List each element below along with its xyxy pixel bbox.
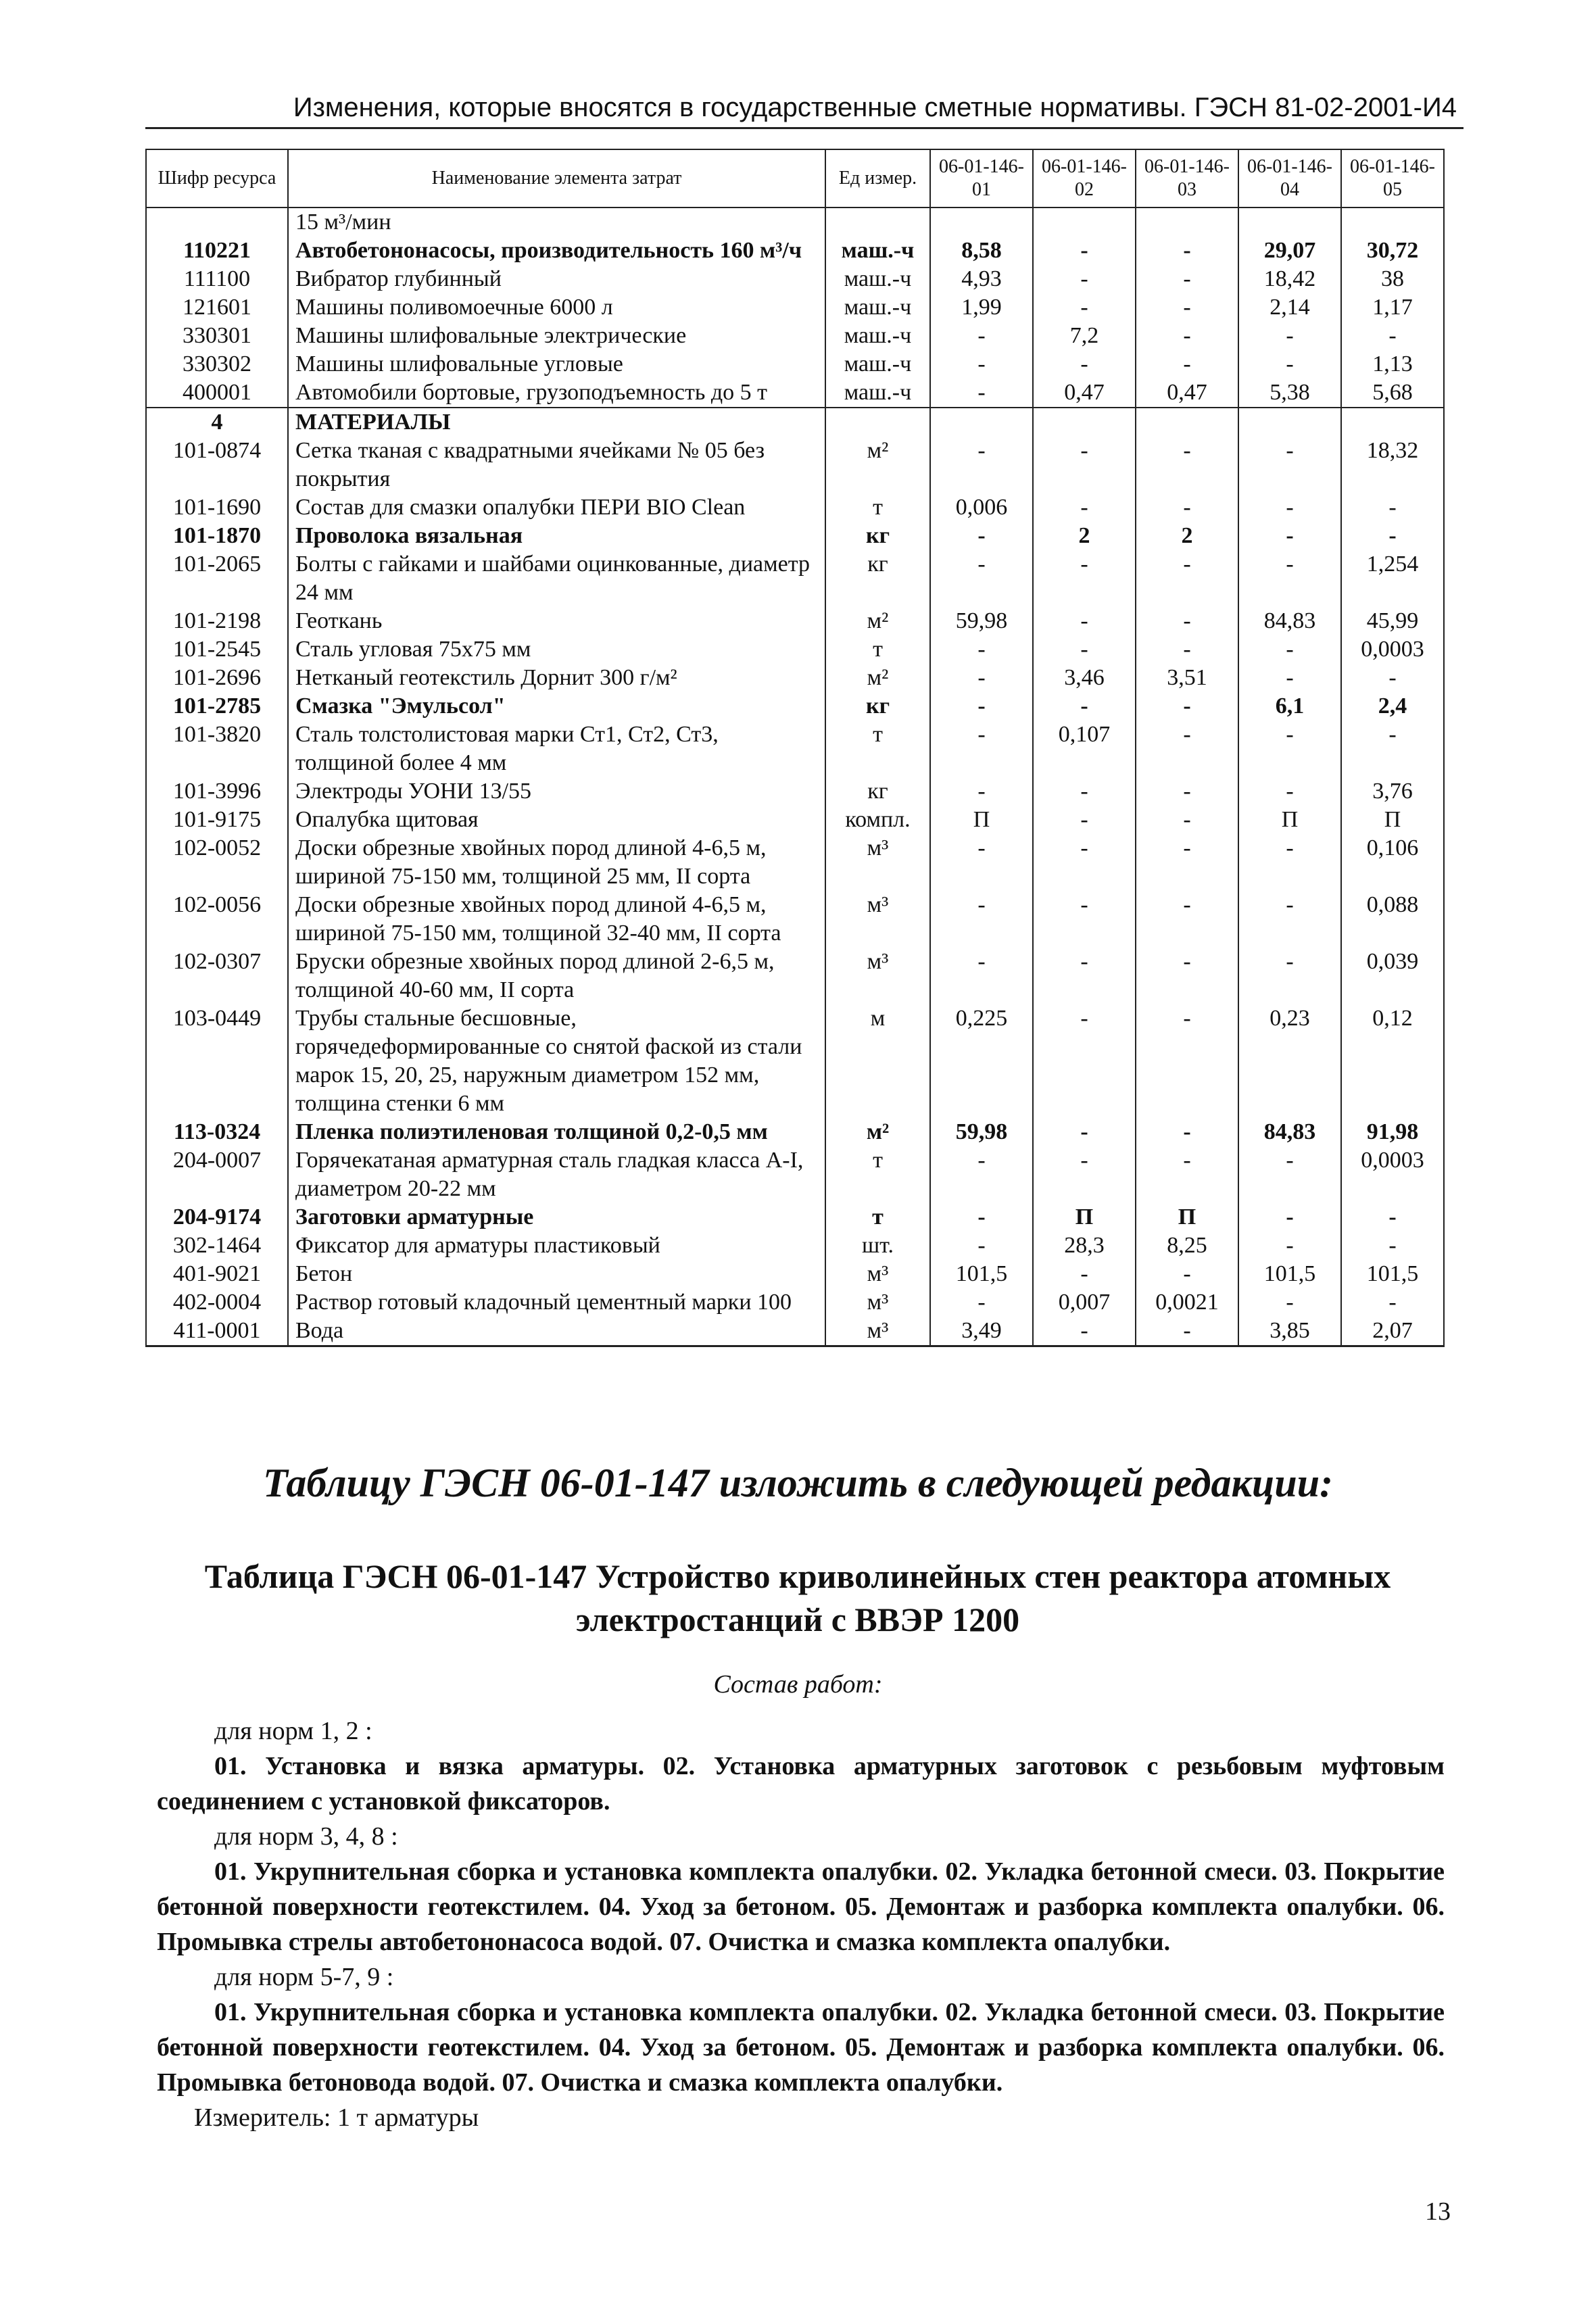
norm-value-cell: 2 bbox=[1033, 522, 1136, 550]
resource-name: Сталь угловая 75х75 мм bbox=[288, 635, 825, 664]
resource-unit: м³ bbox=[825, 1260, 930, 1288]
norm-value-cell: 38 bbox=[1341, 265, 1444, 293]
table-row bbox=[146, 664, 1444, 692]
norm-value-cell: 101,5 bbox=[1341, 1260, 1444, 1288]
norm-value-cell: - bbox=[1033, 948, 1136, 1004]
norm-value-cell: 0,47 bbox=[1033, 379, 1136, 408]
page-number: 13 bbox=[1425, 2197, 1451, 2226]
table-body bbox=[146, 208, 1444, 1346]
norm-value-cell: - bbox=[1238, 1146, 1341, 1203]
resource-unit: маш.-ч bbox=[825, 322, 930, 350]
measure-unit: Измеритель: 1 т арматуры bbox=[194, 2103, 479, 2132]
table-row bbox=[146, 834, 1444, 891]
resource-name: Бруски обрезные хвойных пород длиной 2-6,5 м, толщиной 40-60 мм, II сорта bbox=[288, 948, 825, 1004]
resource-name: Машины шлифовальные угловые bbox=[288, 350, 825, 379]
norm-value-cell: - bbox=[930, 522, 1033, 550]
norm-value-cell: - bbox=[1136, 1146, 1238, 1203]
resource-unit: м² bbox=[825, 1118, 930, 1146]
norm-value-cell bbox=[1341, 408, 1444, 437]
resource-code: 101-2545 bbox=[146, 635, 288, 664]
norm-value-cell: - bbox=[1136, 322, 1238, 350]
resource-unit: маш.-ч bbox=[825, 379, 930, 408]
norm-value-cell: - bbox=[1033, 607, 1136, 635]
norm-value-cell: - bbox=[1136, 635, 1238, 664]
norm-value-cell: - bbox=[1341, 522, 1444, 550]
resource-code: 330301 bbox=[146, 322, 288, 350]
norm-value-cell: 7,2 bbox=[1033, 322, 1136, 350]
norm-value-cell: 3,76 bbox=[1341, 777, 1444, 806]
table-row bbox=[146, 1118, 1444, 1146]
norm-value-cell: - bbox=[1136, 721, 1238, 777]
norm-value-cell bbox=[1238, 208, 1341, 237]
resource-unit: т bbox=[825, 1146, 930, 1203]
norm-value-cell: - bbox=[930, 635, 1033, 664]
resource-name: Вибратор глубинный bbox=[288, 265, 825, 293]
resource-unit: м³ bbox=[825, 1288, 930, 1317]
norm-value-cell: - bbox=[1033, 350, 1136, 379]
resource-unit: кг bbox=[825, 550, 930, 607]
resource-name: Электроды УОНИ 13/55 bbox=[288, 777, 825, 806]
resource-name: Болты с гайками и шайбами оцинкованные, диаметр 24 мм bbox=[288, 550, 825, 607]
norm-work-text: 01. Укрупнительная сборка и установка комплекта опалубки. 02. Укладка бетонной смеси. 03. Покрытие бетонной поверхности геотекстилем. 04. Уход за бетоном. 05. Демонтаж и разборка комплекта опалубки. 06. Промывка стрелы автобетононасоса водой. 07. Очистка и смазка комплекта опалубки. bbox=[157, 1857, 1445, 1956]
table-row bbox=[146, 806, 1444, 834]
resource-unit: т bbox=[825, 635, 930, 664]
resource-name: Машины поливомоечные 6000 л bbox=[288, 293, 825, 322]
table-row bbox=[146, 493, 1444, 522]
norm-value-cell: 0,0003 bbox=[1341, 1146, 1444, 1203]
norm-value-cell: 84,83 bbox=[1238, 607, 1341, 635]
table-row bbox=[146, 948, 1444, 1004]
norm-work-text: 01. Установка и вязка арматуры. 02. Установка арматурных заготовок с резьбовым муфтовым соединением с установкой фиксаторов. bbox=[157, 1752, 1445, 1816]
table-row bbox=[146, 635, 1444, 664]
norm-value-cell: - bbox=[1136, 350, 1238, 379]
resource-name: Опалубка щитовая bbox=[288, 806, 825, 834]
resource-code: 330302 bbox=[146, 350, 288, 379]
resource-unit: маш.-ч bbox=[825, 237, 930, 265]
composition-label: Состав работ: bbox=[713, 1670, 883, 1699]
norm-value-cell: 91,98 bbox=[1341, 1118, 1444, 1146]
norm-value-cell: - bbox=[1033, 806, 1136, 834]
norm-value-cell: П bbox=[1341, 806, 1444, 834]
table-row bbox=[146, 265, 1444, 293]
table-row bbox=[146, 408, 1444, 437]
table-row bbox=[146, 777, 1444, 806]
norm-value-cell: - bbox=[930, 664, 1033, 692]
table-row bbox=[146, 1317, 1444, 1346]
table-row bbox=[146, 1004, 1444, 1118]
norm-value-cell bbox=[1341, 208, 1444, 237]
col-header-146-03: 06-01-146-03 bbox=[1136, 149, 1238, 208]
resource-unit: маш.-ч bbox=[825, 350, 930, 379]
norm-value-cell: - bbox=[1033, 777, 1136, 806]
resource-code: 101-2198 bbox=[146, 607, 288, 635]
table-row bbox=[146, 350, 1444, 379]
resource-code: 102-0056 bbox=[146, 891, 288, 948]
col-header-146-04: 06-01-146-04 bbox=[1238, 149, 1341, 208]
norm-value-cell: - bbox=[930, 891, 1033, 948]
col-header-unit: Ед измер. bbox=[825, 149, 930, 208]
resource-name: Горячекатаная арматурная сталь гладкая класса А-I, диаметром 20-22 мм bbox=[288, 1146, 825, 1203]
col-header-code: Шифр ресурса bbox=[146, 149, 288, 208]
resource-code: 101-2785 bbox=[146, 692, 288, 721]
section-title: Таблица ГЭСН 06-01-147 Устройство криволинейных стен реактора атомных электростанций с ВВЭР 1200 bbox=[204, 1557, 1391, 1638]
resource-unit: кг bbox=[825, 777, 930, 806]
table-row bbox=[146, 1203, 1444, 1232]
norm-value-cell: - bbox=[1136, 1317, 1238, 1346]
resource-unit: шт. bbox=[825, 1232, 930, 1260]
norm-value-cell: - bbox=[1238, 1203, 1341, 1232]
resource-code: 101-1870 bbox=[146, 522, 288, 550]
resource-code: 101-0874 bbox=[146, 437, 288, 493]
norm-value-cell: - bbox=[1136, 493, 1238, 522]
norm-value-cell: - bbox=[1136, 834, 1238, 891]
norm-value-cell: - bbox=[1136, 265, 1238, 293]
table-row bbox=[146, 379, 1444, 408]
norm-value-cell: - bbox=[1341, 1288, 1444, 1317]
resource-code: 101-3820 bbox=[146, 721, 288, 777]
norm-value-cell: - bbox=[1238, 664, 1341, 692]
resource-name: Геоткань bbox=[288, 607, 825, 635]
norm-value-cell: - bbox=[930, 1203, 1033, 1232]
norm-label: для норм 5-7, 9 : bbox=[214, 1963, 394, 1991]
norm-value-cell: 3,46 bbox=[1033, 664, 1136, 692]
norm-value-cell: - bbox=[1238, 522, 1341, 550]
resource-unit bbox=[825, 408, 930, 437]
norm-value-cell: - bbox=[1238, 550, 1341, 607]
norm-value-cell: - bbox=[930, 1146, 1033, 1203]
norm-value-cell: - bbox=[1136, 607, 1238, 635]
norm-value-cell: 18,32 bbox=[1341, 437, 1444, 493]
table-row bbox=[146, 237, 1444, 265]
col-header-name: Наименование элемента затрат bbox=[288, 149, 825, 208]
table-row bbox=[146, 208, 1444, 237]
norm-value-cell: - bbox=[1238, 891, 1341, 948]
table-row bbox=[146, 293, 1444, 322]
resource-unit: м³ bbox=[825, 948, 930, 1004]
resource-name: Нетканый геотекстиль Дорнит 300 г/м² bbox=[288, 664, 825, 692]
norm-value-cell: 3,51 bbox=[1136, 664, 1238, 692]
norm-value-cell: 101,5 bbox=[930, 1260, 1033, 1288]
resource-unit: маш.-ч bbox=[825, 265, 930, 293]
norm-value-cell: 5,38 bbox=[1238, 379, 1341, 408]
norm-value-cell: - bbox=[1136, 293, 1238, 322]
norm-value-cell: 18,42 bbox=[1238, 265, 1341, 293]
resource-name: Сетка тканая с квадратными ячейками № 05 без покрытия bbox=[288, 437, 825, 493]
resource-unit: т bbox=[825, 493, 930, 522]
norm-value-cell: - bbox=[1033, 265, 1136, 293]
resource-name: Автомобили бортовые, грузоподъемность до 5 т bbox=[288, 379, 825, 408]
norm-value-cell: 0,0021 bbox=[1136, 1288, 1238, 1317]
resource-name: Доски обрезные хвойных пород длиной 4-6,5 м, шириной 75-150 мм, толщиной 32-40 мм, II сорта bbox=[288, 891, 825, 948]
resource-name: Заготовки арматурные bbox=[288, 1203, 825, 1232]
norm-value-cell: - bbox=[1033, 891, 1136, 948]
norm-value-cell: П bbox=[1033, 1203, 1136, 1232]
resource-unit: маш.-ч bbox=[825, 293, 930, 322]
resource-code: 101-2065 bbox=[146, 550, 288, 607]
resource-unit: м² bbox=[825, 437, 930, 493]
resource-name: Смазка "Эмульсол" bbox=[288, 692, 825, 721]
norm-value-cell: 1,254 bbox=[1341, 550, 1444, 607]
norm-value-cell bbox=[1136, 408, 1238, 437]
table-row bbox=[146, 1232, 1444, 1260]
norm-value-cell: 0,106 bbox=[1341, 834, 1444, 891]
norm-value-cell: 28,3 bbox=[1033, 1232, 1136, 1260]
norm-value-cell: - bbox=[1033, 237, 1136, 265]
norm-value-cell: - bbox=[1136, 777, 1238, 806]
norm-value-cell: - bbox=[1238, 635, 1341, 664]
resource-code: 113-0324 bbox=[146, 1118, 288, 1146]
resource-name: Трубы стальные бесшовные, горячедеформированные со снятой фаской из стали марок 15, 20, 25, наружным диаметром 152 мм, толщина стенки 6 мм bbox=[288, 1004, 825, 1118]
table-row bbox=[146, 1288, 1444, 1317]
norm-value-cell: - bbox=[1033, 1260, 1136, 1288]
norm-value-cell: 3,85 bbox=[1238, 1317, 1341, 1346]
norm-value-cell: 0,47 bbox=[1136, 379, 1238, 408]
resource-name: Сталь толстолистовая марки Ст1, Ст2, Ст3, толщиной более 4 мм bbox=[288, 721, 825, 777]
table-row bbox=[146, 721, 1444, 777]
resource-unit: кг bbox=[825, 522, 930, 550]
norm-value-cell: 2,07 bbox=[1341, 1317, 1444, 1346]
norm-value-cell: - bbox=[1238, 1232, 1341, 1260]
norm-value-cell: - bbox=[930, 1288, 1033, 1317]
resource-name: Пленка полиэтиленовая толщиной 0,2-0,5 мм bbox=[288, 1118, 825, 1146]
norm-value-cell bbox=[1238, 408, 1341, 437]
norm-value-cell: 2 bbox=[1136, 522, 1238, 550]
norm-value-cell: - bbox=[1341, 1232, 1444, 1260]
norm-value-cell: 59,98 bbox=[930, 1118, 1033, 1146]
resource-name: Вода bbox=[288, 1317, 825, 1346]
resource-name: 15 м³/мин bbox=[288, 208, 825, 237]
resource-unit: м² bbox=[825, 607, 930, 635]
table-row bbox=[146, 607, 1444, 635]
resource-unit: м² bbox=[825, 664, 930, 692]
resource-code: 102-0052 bbox=[146, 834, 288, 891]
header-text: Изменения, которые вносятся в государственные сметные нормативы. ГЭСН 81-02-2001-И4 bbox=[293, 93, 1457, 122]
resource-code: 101-9175 bbox=[146, 806, 288, 834]
work-composition bbox=[157, 1713, 1445, 2135]
norm-value-cell: - bbox=[1136, 1004, 1238, 1118]
norm-value-cell: - bbox=[930, 350, 1033, 379]
norm-value-cell: - bbox=[1136, 1260, 1238, 1288]
norm-value-cell: - bbox=[1033, 635, 1136, 664]
col-header-146-01: 06-01-146-01 bbox=[930, 149, 1033, 208]
norm-value-cell bbox=[1033, 408, 1136, 437]
resource-unit: т bbox=[825, 721, 930, 777]
norm-value-cell: - bbox=[1341, 493, 1444, 522]
norm-value-cell: 0,0003 bbox=[1341, 635, 1444, 664]
resource-name: Машины шлифовальные электрические bbox=[288, 322, 825, 350]
norm-value-cell: - bbox=[1238, 834, 1341, 891]
resource-unit: т bbox=[825, 1203, 930, 1232]
norm-value-cell: - bbox=[1033, 437, 1136, 493]
norm-label: для норм 1, 2 : bbox=[214, 1717, 372, 1745]
norm-value-cell: 101,5 bbox=[1238, 1260, 1341, 1288]
resource-unit: м³ bbox=[825, 1317, 930, 1346]
norm-label: для норм 3, 4, 8 : bbox=[214, 1822, 398, 1851]
resource-unit: м³ bbox=[825, 891, 930, 948]
resource-unit: кг bbox=[825, 692, 930, 721]
norm-value-cell: - bbox=[1033, 293, 1136, 322]
norm-value-cell: - bbox=[1238, 777, 1341, 806]
resource-code: 101-2696 bbox=[146, 664, 288, 692]
norm-value-cell bbox=[930, 408, 1033, 437]
resource-code: 121601 bbox=[146, 293, 288, 322]
resource-code: 302-1464 bbox=[146, 1232, 288, 1260]
norm-value-cell: - bbox=[1341, 664, 1444, 692]
resource-code bbox=[146, 208, 288, 237]
resource-code: 101-3996 bbox=[146, 777, 288, 806]
norm-value-cell: П bbox=[1238, 806, 1341, 834]
norm-value-cell: 0,225 bbox=[930, 1004, 1033, 1118]
norm-value-cell: П bbox=[1136, 1203, 1238, 1232]
table-row bbox=[146, 437, 1444, 493]
norm-value-cell: - bbox=[1033, 1146, 1136, 1203]
norm-value-cell: 45,99 bbox=[1341, 607, 1444, 635]
norm-value-cell: - bbox=[930, 322, 1033, 350]
norm-value-cell: - bbox=[930, 379, 1033, 408]
resource-unit: компл. bbox=[825, 806, 930, 834]
norm-value-cell: 6,1 bbox=[1238, 692, 1341, 721]
resource-unit: м³ bbox=[825, 834, 930, 891]
resource-code: 400001 bbox=[146, 379, 288, 408]
norm-value-cell: 2,4 bbox=[1341, 692, 1444, 721]
norm-value-cell: 0,007 bbox=[1033, 1288, 1136, 1317]
norm-value-cell: 4,93 bbox=[930, 265, 1033, 293]
norm-value-cell: 0,039 bbox=[1341, 948, 1444, 1004]
norm-value-cell: - bbox=[1238, 948, 1341, 1004]
norm-value-cell: - bbox=[1136, 437, 1238, 493]
norm-value-cell: 1,17 bbox=[1341, 293, 1444, 322]
norm-value-cell: - bbox=[1033, 692, 1136, 721]
norm-value-cell: 8,25 bbox=[1136, 1232, 1238, 1260]
norm-value-cell: - bbox=[1341, 721, 1444, 777]
resource-code: 111100 bbox=[146, 265, 288, 293]
norm-value-cell: П bbox=[930, 806, 1033, 834]
norm-value-cell: - bbox=[930, 721, 1033, 777]
norm-value-cell: - bbox=[930, 834, 1033, 891]
norm-value-cell bbox=[1136, 208, 1238, 237]
resource-code: 101-1690 bbox=[146, 493, 288, 522]
norm-value-cell: 1,99 bbox=[930, 293, 1033, 322]
norm-value-cell: 0,12 bbox=[1341, 1004, 1444, 1118]
norm-value-cell: - bbox=[1341, 322, 1444, 350]
resource-unit bbox=[825, 208, 930, 237]
resource-code: 103-0449 bbox=[146, 1004, 288, 1118]
norm-value-cell bbox=[1033, 208, 1136, 237]
norm-value-cell: 2,14 bbox=[1238, 293, 1341, 322]
norm-value-cell: - bbox=[1341, 1203, 1444, 1232]
col-header-146-02: 06-01-146-02 bbox=[1033, 149, 1136, 208]
table-row bbox=[146, 891, 1444, 948]
norm-value-cell: 3,49 bbox=[930, 1317, 1033, 1346]
resource-code: 411-0001 bbox=[146, 1317, 288, 1346]
table-row bbox=[146, 522, 1444, 550]
table-header-row bbox=[146, 149, 1444, 208]
norm-value-cell: - bbox=[930, 550, 1033, 607]
resource-name: Раствор готовый кладочный цементный марки 100 bbox=[288, 1288, 825, 1317]
norm-value-cell: - bbox=[1033, 834, 1136, 891]
resource-name: Состав для смазки опалубки ПЕРИ BIO Clean bbox=[288, 493, 825, 522]
norm-value-cell: - bbox=[930, 692, 1033, 721]
norm-value-cell: - bbox=[1136, 692, 1238, 721]
norm-value-cell: - bbox=[1033, 493, 1136, 522]
resource-name: Автобетононасосы, производительность 160 м³/ч bbox=[288, 237, 825, 265]
amendment-instruction: Таблицу ГЭСН 06-01-147 изложить в следующей редакции: bbox=[262, 1461, 1334, 1505]
norm-value-cell: - bbox=[1238, 721, 1341, 777]
resource-code: 102-0307 bbox=[146, 948, 288, 1004]
norm-value-cell: - bbox=[930, 948, 1033, 1004]
table-row bbox=[146, 550, 1444, 607]
norm-value-cell: - bbox=[1238, 1288, 1341, 1317]
norm-value-cell: 8,58 bbox=[930, 237, 1033, 265]
norm-value-cell: 84,83 bbox=[1238, 1118, 1341, 1146]
norm-value-cell: - bbox=[1238, 322, 1341, 350]
norm-value-cell: - bbox=[1136, 891, 1238, 948]
resource-code: 204-9174 bbox=[146, 1203, 288, 1232]
norm-value-cell: 0,006 bbox=[930, 493, 1033, 522]
norm-value-cell: - bbox=[1238, 350, 1341, 379]
resource-unit: м bbox=[825, 1004, 930, 1118]
resource-code: 110221 bbox=[146, 237, 288, 265]
norm-value-cell: - bbox=[1033, 1317, 1136, 1346]
norm-value-cell: - bbox=[1136, 806, 1238, 834]
norm-work-text: 01. Укрупнительная сборка и установка комплекта опалубки. 02. Укладка бетонной смеси. 03. Покрытие бетонной поверхности геотекстилем. 04. Уход за бетоном. 05. Демонтаж и разборка комплекта опалубки. 06. Промывка бетоновода водой. 07. Очистка и смазка комплекта опалубки. bbox=[157, 1998, 1445, 2097]
norm-value-cell: - bbox=[1238, 437, 1341, 493]
norm-value-cell: 1,13 bbox=[1341, 350, 1444, 379]
resource-name: Фиксатор для арматуры пластиковый bbox=[288, 1232, 825, 1260]
norm-value-cell: 59,98 bbox=[930, 607, 1033, 635]
norm-value-cell: - bbox=[1033, 1004, 1136, 1118]
norm-value-cell: 0,088 bbox=[1341, 891, 1444, 948]
resource-code: 4 bbox=[146, 408, 288, 437]
table-row bbox=[146, 1146, 1444, 1203]
norm-value-cell: - bbox=[1136, 948, 1238, 1004]
resource-name: Проволока вязальная bbox=[288, 522, 825, 550]
norm-value-cell: - bbox=[1136, 550, 1238, 607]
resource-code: 204-0007 bbox=[146, 1146, 288, 1203]
norm-value-cell: 5,68 bbox=[1341, 379, 1444, 408]
running-header bbox=[145, 87, 1464, 129]
norm-value-cell: - bbox=[930, 437, 1033, 493]
norm-value-cell: 0,23 bbox=[1238, 1004, 1341, 1118]
norm-value-cell: - bbox=[1136, 1118, 1238, 1146]
norm-value-cell: 30,72 bbox=[1341, 237, 1444, 265]
norm-value-cell: 0,107 bbox=[1033, 721, 1136, 777]
norm-value-cell: - bbox=[930, 1232, 1033, 1260]
norm-value-cell: - bbox=[1238, 493, 1341, 522]
resource-name: МАТЕРИАЛЫ bbox=[288, 408, 825, 437]
norm-value-cell: - bbox=[930, 777, 1033, 806]
table-row bbox=[146, 1260, 1444, 1288]
resource-name: Бетон bbox=[288, 1260, 825, 1288]
resource-name: Доски обрезные хвойных пород длиной 4-6,5 м, шириной 75-150 мм, толщиной 25 мм, II сорта bbox=[288, 834, 825, 891]
resource-code: 401-9021 bbox=[146, 1260, 288, 1288]
norm-value-cell: - bbox=[1136, 237, 1238, 265]
norm-value-cell: - bbox=[1033, 550, 1136, 607]
resource-code: 402-0004 bbox=[146, 1288, 288, 1317]
resource-table bbox=[145, 149, 1445, 1347]
table-row bbox=[146, 322, 1444, 350]
norm-value-cell: 29,07 bbox=[1238, 237, 1341, 265]
norm-value-cell: - bbox=[1033, 1118, 1136, 1146]
norm-value-cell bbox=[930, 208, 1033, 237]
col-header-146-05: 06-01-146-05 bbox=[1341, 149, 1444, 208]
table-row bbox=[146, 692, 1444, 721]
